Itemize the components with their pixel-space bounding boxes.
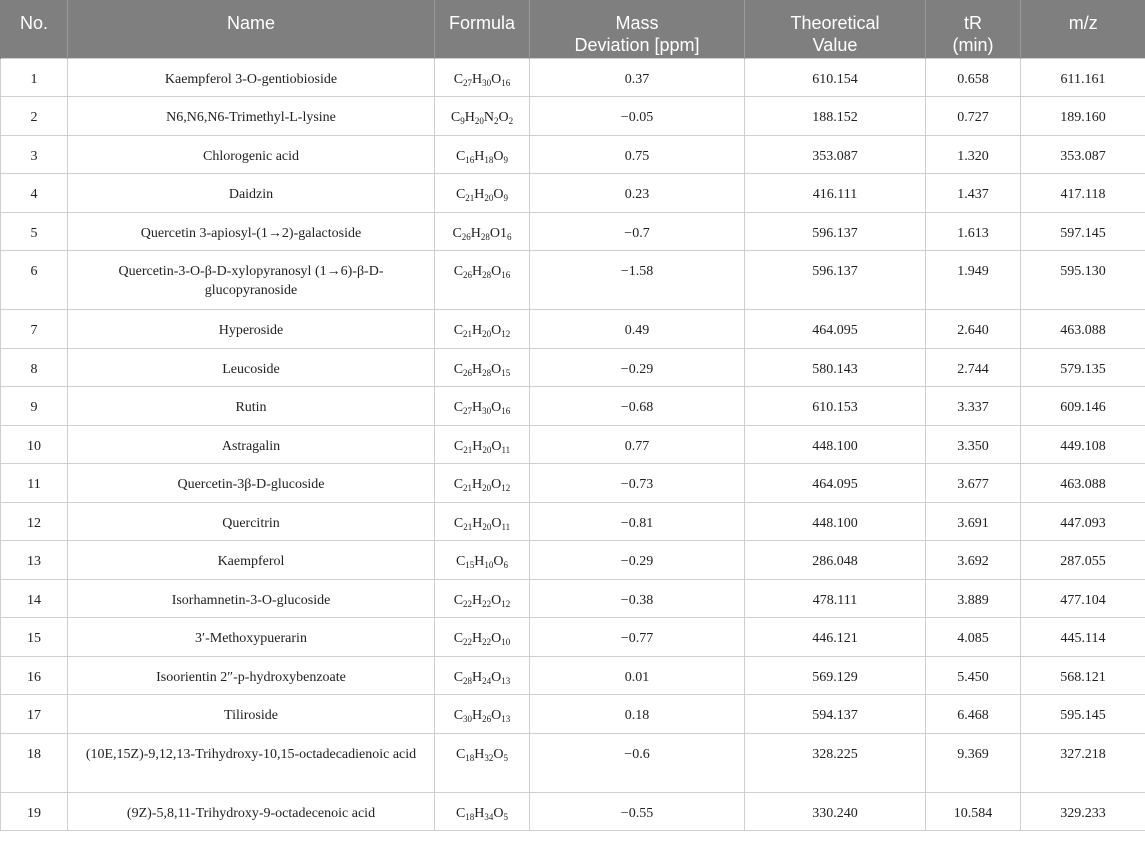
compound-name: Quercetin-3-O-β-D-xylopyranosyl (1→6)-β-D-glucopyranoside (68, 251, 435, 310)
row-number: 7 (1, 310, 68, 349)
table-row (1, 541, 1145, 580)
table-row (1, 656, 1145, 695)
retention-time: 0.658 (926, 58, 1021, 97)
formula-count: 21 (463, 444, 473, 455)
formula-element: H (474, 187, 485, 202)
theoretical-value: 610.153 (745, 387, 926, 426)
table-row (1, 174, 1145, 213)
formula-element: C (453, 631, 464, 646)
formula-count: 21 (463, 521, 473, 532)
compound-name: Isorhamnetin-3-O-glucoside (68, 579, 435, 618)
formula-count: 26 (463, 270, 473, 280)
theoretical-value: 594.137 (745, 695, 926, 734)
mz-value: 417.118 (1021, 174, 1145, 213)
formula-count: 6 (503, 560, 509, 570)
formula-element: C (452, 225, 462, 241)
theoretical-value: 448.100 (745, 502, 926, 541)
formula-element: C (453, 669, 464, 685)
theoretical-value: 596.137 (745, 251, 926, 310)
formula-count: 24 (482, 675, 492, 686)
formula-element: C (453, 400, 464, 415)
mass-deviation: 0.37 (530, 58, 745, 97)
compound-name: Kaempferol (68, 541, 435, 580)
table-row (1, 387, 1145, 426)
molecular-formula (435, 135, 530, 174)
row-number: 18 (1, 733, 68, 792)
theoretical-value: 580.143 (745, 348, 926, 387)
formula-element: C (455, 746, 466, 762)
compound-name: (9Z)-5,8,11-Trihydroxy-9-octadecenoic acid (68, 792, 435, 831)
mz-value: 445.114 (1021, 618, 1145, 657)
theoretical-value: 188.152 (745, 97, 926, 136)
formula-count: 30 (482, 406, 492, 416)
compound-name: Quercetin-3β-D-glucoside (68, 464, 435, 503)
formula-element: H (464, 110, 475, 125)
row-number: 13 (1, 541, 68, 580)
compound-name: Astragalin (68, 425, 435, 464)
theoretical-value: 416.111 (745, 174, 926, 213)
compound-name: Isoorientin 2″-p-hydroxybenzoate (68, 656, 435, 695)
formula-element: O (491, 708, 502, 723)
formula-count: 27 (463, 406, 473, 416)
retention-time: 1.320 (926, 135, 1021, 174)
mass-deviation: −0.6 (530, 733, 745, 792)
formula-element: C (453, 515, 464, 531)
table-row (1, 97, 1145, 136)
table-row (1, 579, 1145, 618)
formula-element: O (491, 71, 502, 87)
formula-count: 22 (482, 598, 492, 609)
row-number: 17 (1, 695, 68, 734)
theoretical-value: 464.095 (745, 310, 926, 349)
formula-element: H (472, 669, 483, 685)
formula-element: H (474, 805, 485, 821)
mass-deviation: 0.77 (530, 425, 745, 464)
formula-count: 20 (482, 329, 492, 339)
molecular-formula (435, 656, 530, 695)
retention-time: 10.584 (926, 792, 1021, 831)
mz-value: 595.145 (1021, 695, 1145, 734)
header-row (1, 0, 1145, 58)
header-theoretical-value: Theoretical Value (745, 0, 926, 58)
formula-count: 21 (465, 193, 475, 203)
formula-element: H (474, 148, 485, 164)
formula-element: C (453, 264, 464, 279)
formula-element: H (472, 708, 483, 723)
formula-count: 32 (484, 752, 494, 763)
formula-element: O (491, 361, 502, 377)
formula-count: 16 (501, 77, 511, 88)
mz-value: 579.135 (1021, 348, 1145, 387)
formula-element: O (491, 631, 502, 646)
formula-element: H (470, 225, 481, 241)
mz-value: 449.108 (1021, 425, 1145, 464)
retention-time: 3.337 (926, 387, 1021, 426)
formula-element: C (453, 438, 464, 454)
formula-count: 22 (463, 598, 473, 609)
formula-count: 5 (503, 811, 509, 822)
molecular-formula (435, 425, 530, 464)
formula-element: O (491, 669, 502, 685)
mz-value: 463.088 (1021, 464, 1145, 503)
molecular-formula (435, 310, 530, 349)
mass-deviation: 0.49 (530, 310, 745, 349)
formula-element: C (453, 323, 464, 338)
molecular-formula (435, 792, 530, 831)
table-row (1, 733, 1145, 792)
theoretical-value: 353.087 (745, 135, 926, 174)
retention-time: 3.692 (926, 541, 1021, 580)
header-tr: tR (min) (926, 0, 1021, 58)
formula-count: 12 (501, 483, 511, 493)
mass-deviation: 0.18 (530, 695, 745, 734)
mz-value: 611.161 (1021, 58, 1145, 97)
mz-value: 287.055 (1021, 541, 1145, 580)
molecular-formula (435, 464, 530, 503)
mass-deviation: 0.01 (530, 656, 745, 695)
formula-count: 5 (503, 752, 509, 763)
formula-element: O (491, 323, 502, 338)
formula-count: 21 (463, 483, 473, 493)
header-formula: Formula (435, 0, 530, 58)
formula-count: 18 (484, 154, 494, 165)
table-row (1, 58, 1145, 97)
compound-name: Kaempferol 3-O-gentiobioside (68, 58, 435, 97)
formula-element: C (453, 708, 464, 723)
compound-name: Leucoside (68, 348, 435, 387)
formula-count: 18 (465, 811, 475, 822)
table-row (1, 310, 1145, 349)
row-number: 3 (1, 135, 68, 174)
table-row (1, 135, 1145, 174)
formula-count: 30 (482, 77, 492, 88)
mass-deviation: −0.77 (530, 618, 745, 657)
formula-element: H (472, 264, 483, 279)
formula-element: C (455, 148, 466, 164)
formula-element: H (472, 400, 483, 415)
compound-name: 3′-Methoxypuerarin (68, 618, 435, 657)
formula-count: 2 (508, 116, 514, 126)
header-mass-deviation: Mass Deviation [ppm] (530, 0, 745, 58)
formula-element: O (491, 264, 502, 279)
formula-count: 6 (507, 231, 512, 242)
formula-count: 28 (482, 367, 492, 378)
table-row (1, 695, 1145, 734)
theoretical-value: 328.225 (745, 733, 926, 792)
formula-element: H (472, 631, 483, 646)
mz-value: 329.233 (1021, 792, 1145, 831)
row-number: 9 (1, 387, 68, 426)
formula-count: 2 (493, 116, 499, 126)
row-number: 11 (1, 464, 68, 503)
formula-element: O (493, 805, 504, 821)
molecular-formula (435, 174, 530, 213)
compound-name: N6,N6,N6-Trimethyl-L-lysine (68, 97, 435, 136)
mass-deviation: −0.05 (530, 97, 745, 136)
compound-name: Chlorogenic acid (68, 135, 435, 174)
molecular-formula (435, 695, 530, 734)
molecular-formula (435, 348, 530, 387)
formula-element: O (493, 187, 504, 202)
theoretical-value: 446.121 (745, 618, 926, 657)
mz-value: 568.121 (1021, 656, 1145, 695)
formula-element: O (491, 592, 502, 608)
mass-deviation: 0.23 (530, 174, 745, 213)
retention-time: 2.744 (926, 348, 1021, 387)
formula-count: 20 (474, 116, 484, 126)
mass-deviation: 0.75 (530, 135, 745, 174)
formula-count: 15 (501, 367, 511, 378)
formula-element: H (472, 438, 483, 454)
formula-element: O1 (489, 225, 508, 241)
compound-name: Daidzin (68, 174, 435, 213)
compound-name: (10E,15Z)-9,12,13-Trihydroxy-10,15-octadecadienoic acid (68, 733, 435, 792)
formula-count: 34 (484, 811, 494, 822)
mass-deviation: −0.7 (530, 212, 745, 251)
formula-count: 10 (501, 637, 511, 647)
formula-element: H (472, 515, 483, 531)
retention-time: 2.640 (926, 310, 1021, 349)
formula-element: C (453, 592, 464, 608)
molecular-formula (435, 58, 530, 97)
molecular-formula (435, 618, 530, 657)
row-number: 1 (1, 58, 68, 97)
mz-value: 189.160 (1021, 97, 1145, 136)
formula-element: H (472, 361, 483, 377)
formula-element: C (453, 361, 464, 377)
formula-count: 26 (461, 231, 471, 242)
formula-element: O (491, 477, 502, 492)
formula-count: 16 (501, 406, 511, 416)
formula-count: 13 (501, 714, 511, 724)
mass-deviation: −0.29 (530, 541, 745, 580)
retention-time: 0.727 (926, 97, 1021, 136)
table-row (1, 464, 1145, 503)
formula-element: O (491, 515, 502, 531)
compound-name: Quercitrin (68, 502, 435, 541)
retention-time: 1.613 (926, 212, 1021, 251)
formula-count: 20 (482, 444, 492, 455)
molecular-formula (435, 733, 530, 792)
formula-element: C (453, 71, 464, 87)
theoretical-value: 330.240 (745, 792, 926, 831)
retention-time: 1.949 (926, 251, 1021, 310)
mz-value: 609.146 (1021, 387, 1145, 426)
mz-value: 353.087 (1021, 135, 1145, 174)
row-number: 6 (1, 251, 68, 310)
formula-element: O (491, 400, 502, 415)
retention-time: 3.677 (926, 464, 1021, 503)
formula-count: 26 (463, 367, 473, 378)
formula-element: N (483, 110, 494, 125)
formula-count: 10 (484, 560, 494, 570)
table-row (1, 348, 1145, 387)
retention-time: 6.468 (926, 695, 1021, 734)
row-number: 16 (1, 656, 68, 695)
theoretical-value: 478.111 (745, 579, 926, 618)
formula-count: 9 (460, 116, 465, 126)
formula-count: 16 (465, 154, 475, 165)
formula-count: 15 (465, 560, 475, 570)
retention-time: 9.369 (926, 733, 1021, 792)
formula-count: 18 (465, 752, 475, 763)
theoretical-value: 286.048 (745, 541, 926, 580)
mz-value: 597.145 (1021, 212, 1145, 251)
formula-element: H (472, 323, 483, 338)
header-no: No. (1, 0, 68, 58)
table-row (1, 618, 1145, 657)
mass-deviation: −0.73 (530, 464, 745, 503)
molecular-formula (435, 97, 530, 136)
formula-count: 28 (480, 231, 490, 242)
formula-count: 12 (501, 329, 511, 339)
formula-element: C (455, 805, 466, 821)
formula-count: 12 (501, 598, 511, 609)
mass-deviation: −0.29 (530, 348, 745, 387)
mz-value: 477.104 (1021, 579, 1145, 618)
row-number: 4 (1, 174, 68, 213)
theoretical-value: 610.154 (745, 58, 926, 97)
mass-deviation: −0.68 (530, 387, 745, 426)
formula-element: O (491, 438, 502, 454)
retention-time: 5.450 (926, 656, 1021, 695)
formula-element: C (453, 477, 464, 492)
formula-element: O (498, 110, 509, 125)
row-number: 19 (1, 792, 68, 831)
formula-element: H (472, 477, 483, 492)
formula-count: 20 (484, 193, 494, 203)
molecular-formula (435, 541, 530, 580)
row-number: 14 (1, 579, 68, 618)
molecular-formula (435, 251, 530, 310)
mz-value: 447.093 (1021, 502, 1145, 541)
formula-count: 20 (482, 483, 492, 493)
mass-deviation: −1.58 (530, 251, 745, 310)
molecular-formula (435, 579, 530, 618)
mz-value: 463.088 (1021, 310, 1145, 349)
molecular-formula (435, 502, 530, 541)
table-row (1, 212, 1145, 251)
formula-count: 9 (503, 154, 509, 165)
row-number: 12 (1, 502, 68, 541)
formula-count: 11 (501, 521, 511, 532)
formula-element: C (455, 187, 466, 202)
mz-value: 327.218 (1021, 733, 1145, 792)
formula-count: 16 (501, 270, 511, 280)
table-body (1, 58, 1145, 831)
theoretical-value: 464.095 (745, 464, 926, 503)
formula-element: O (493, 554, 504, 569)
formula-count: 21 (463, 329, 473, 339)
retention-time: 1.437 (926, 174, 1021, 213)
row-number: 2 (1, 97, 68, 136)
row-number: 15 (1, 618, 68, 657)
formula-count: 11 (501, 444, 511, 455)
formula-element: C (450, 110, 461, 125)
formula-element: H (474, 554, 485, 569)
row-number: 10 (1, 425, 68, 464)
formula-element: H (474, 746, 485, 762)
row-number: 5 (1, 212, 68, 251)
mass-deviation: −0.81 (530, 502, 745, 541)
compound-name: Tiliroside (68, 695, 435, 734)
table-row (1, 251, 1145, 310)
formula-element: O (493, 746, 504, 762)
theoretical-value: 448.100 (745, 425, 926, 464)
compound-name: Quercetin 3-apiosyl-(1→2)-galactoside (68, 212, 435, 251)
mass-deviation: −0.38 (530, 579, 745, 618)
formula-count: 28 (463, 675, 473, 686)
formula-count: 22 (463, 637, 473, 647)
formula-count: 27 (463, 77, 473, 88)
formula-count: 20 (482, 521, 492, 532)
retention-time: 3.889 (926, 579, 1021, 618)
formula-count: 30 (463, 714, 473, 724)
formula-count: 9 (503, 193, 509, 203)
molecular-formula (435, 387, 530, 426)
retention-time: 3.350 (926, 425, 1021, 464)
mz-value: 595.130 (1021, 251, 1145, 310)
table-row (1, 425, 1145, 464)
molecular-formula (435, 212, 530, 251)
formula-element: H (472, 592, 483, 608)
formula-element: O (493, 148, 504, 164)
formula-count: 28 (482, 270, 492, 280)
row-number: 8 (1, 348, 68, 387)
formula-count: 13 (501, 675, 511, 686)
compound-name: Hyperoside (68, 310, 435, 349)
theoretical-value: 596.137 (745, 212, 926, 251)
formula-element: H (472, 71, 483, 87)
table-row (1, 792, 1145, 831)
compound-name: Rutin (68, 387, 435, 426)
header-name: Name (68, 0, 435, 58)
mass-deviation: −0.55 (530, 792, 745, 831)
table-row (1, 502, 1145, 541)
retention-time: 3.691 (926, 502, 1021, 541)
header-mz: m/z (1021, 0, 1145, 58)
theoretical-value: 569.129 (745, 656, 926, 695)
retention-time: 4.085 (926, 618, 1021, 657)
formula-count: 26 (482, 714, 492, 724)
formula-count: 22 (482, 637, 492, 647)
formula-element: C (455, 554, 466, 569)
